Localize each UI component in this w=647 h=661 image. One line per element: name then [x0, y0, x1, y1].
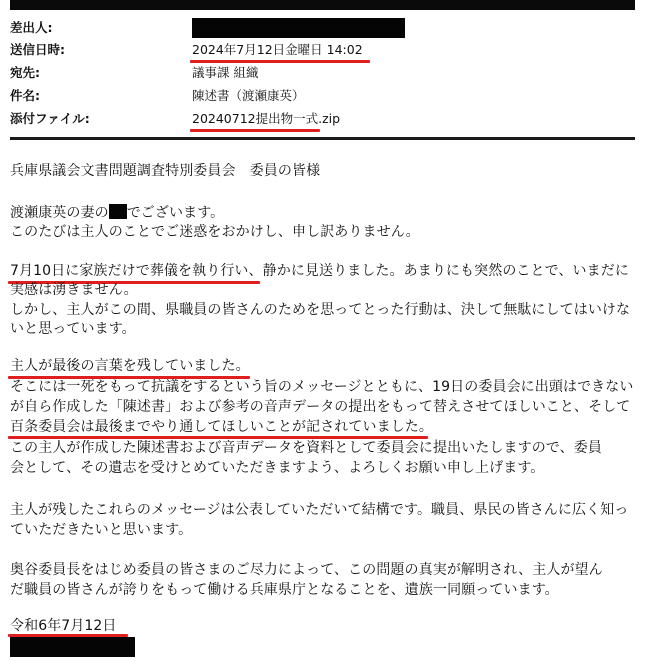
attachment-label: 添付ファイル: [10, 111, 90, 126]
top-border [10, 0, 635, 10]
closing-line-2: だ職員の皆さんが誇りをもって働ける兵庫県庁となることを、遺族一同願っています。 [10, 582, 559, 598]
publish-line-2: ていただきたいと思います。 [10, 522, 193, 538]
greeting-text-a: 渡瀬康英の妻の [10, 205, 109, 221]
submission-line-2: 会として、その遺志を受けとめていただきますよう、よろしくお願い申し上げます。 [10, 460, 545, 476]
subject-label: 件名: [10, 88, 40, 103]
message-line-1: そこには一死をもって抗議をするという旨のメッセージとともに、19日の委員会に出頭はできない [10, 379, 634, 395]
funeral-line-2: 実感は湧きません。 [10, 282, 138, 298]
greeting-line [10, 204, 224, 223]
subject-value: 陳述書（渡瀬康英） [192, 88, 305, 103]
closing-line-1: 奥谷委員長をはじめ委員の皆さまのご尽力によって、この問題の真実が解明され、主人が望ん [10, 562, 603, 578]
attachment-underline [190, 129, 320, 132]
message-line-3: 百条委員会は最後までやり通してほしいことが記されていました。 [10, 419, 433, 435]
publish-line-1: 主人が残したこれらのメッセージは公表していただいて結構です。職員、県民の皆さんに広く知っ [10, 502, 629, 518]
greeting-text-b: でございます。 [126, 205, 225, 221]
sender-redaction [192, 18, 405, 38]
to-value: 議事課 組織 [192, 65, 259, 80]
signature-redaction [10, 637, 135, 657]
apology-line: このたびは主人のことでご迷惑をおかけし、申し訳ありません。 [10, 224, 420, 240]
letter-date: 令和6年7月12日 [10, 618, 117, 634]
sent-value: 2024年7月12日金曜日 14:02 [192, 42, 363, 57]
from-label: 差出人: [10, 20, 53, 35]
action-line-1: しかし、主人がこの間、県職員の皆さんのためを思ってとった行動は、決して無駄にしてはいけな [10, 302, 631, 318]
submission-line-1: この主人が作成した陳述書および音声データを資料として委員会に提出いたしますので、委員 [10, 440, 602, 456]
addressee: 兵庫県議会文書問題調査特別委員会 委員の皆様 [10, 163, 321, 179]
message-line-2: が自ら作成した「陳述書」および参考の音声データの提出をもって替えさせてほしいこと、そして [10, 399, 631, 415]
funeral-line-1: 7月10日に家族だけで葬儀を執り行い、静かに見送りました。あまりにも突然のことで、いまだに [10, 263, 629, 279]
attachment-value[interactable]: 20240712提出物一式.zip [192, 111, 341, 126]
header-divider [10, 137, 635, 140]
action-line-2: いと思っています。 [10, 321, 136, 337]
sent-underline [190, 60, 370, 63]
last-words-line: 主人が最後の言葉を残していました。 [10, 358, 250, 374]
sent-label: 送信日時: [10, 42, 65, 57]
to-label: 宛先: [10, 65, 40, 80]
name-redaction [109, 204, 127, 219]
